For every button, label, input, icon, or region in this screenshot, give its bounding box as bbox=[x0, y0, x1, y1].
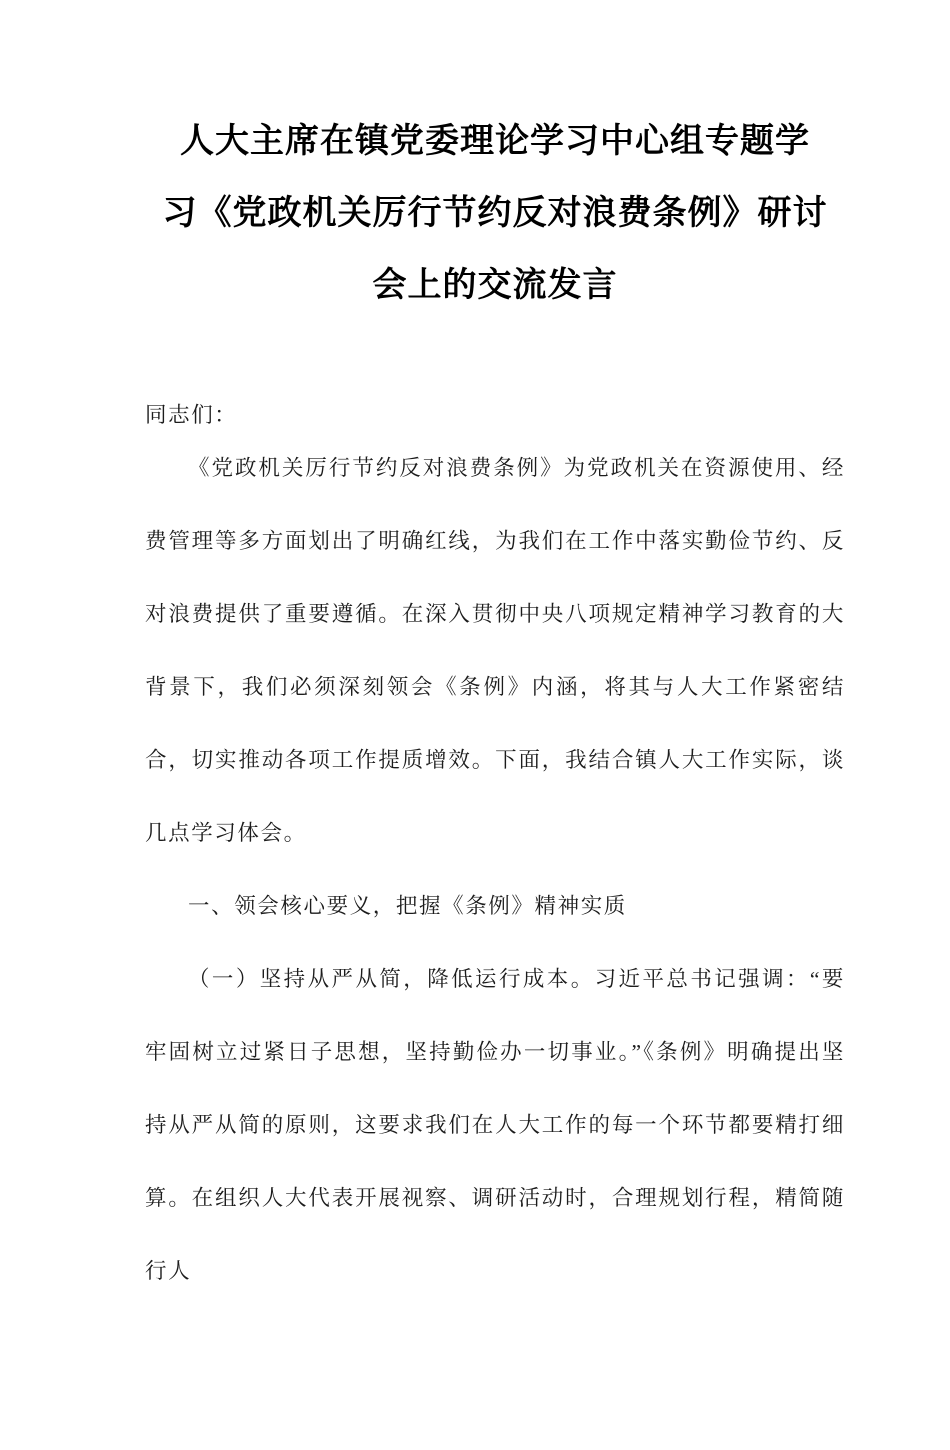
document-title bbox=[145, 106, 845, 322]
title-line-1: 人大主席在镇党委理论学习中心组专题学 bbox=[180, 123, 810, 160]
paragraph-greeting: 同志们： bbox=[145, 403, 238, 427]
title-line-3: 会上的交流发言 bbox=[372, 267, 618, 304]
paragraph-intro: 《党政机关厉行节约反对浪费条例》为党政机关在资源使用、经费管理等多方面划出了明确红线，为我们在工作中落实勤俭节约、反对浪费提供了重要遵循。在深入贯彻中央八项规定精神学习教育的大背景下，我们必须深刻领会《条例》内涵，将其与人大工作紧密结合，切实推动各项工作提质增效。下面，我结合镇人大工作实际，谈几点学习体会。 bbox=[145, 456, 845, 845]
paragraph-point-one: （一）坚持从严从简，降低运行成本。习近平总书记强调：“要牢固树立过紧日子思想，坚持勤俭办一切事业。”《条例》明确提出坚持从严从简的原则，这要求我们在人大工作的每一个环节都要精打细算。在组织人大代表开展视察、调研活动时，合理规划行程，精简随行人 bbox=[145, 967, 845, 1283]
document-body bbox=[145, 379, 845, 1308]
paragraph-section-heading: 一、领会核心要义，把握《条例》精神实质 bbox=[188, 894, 627, 918]
document-page bbox=[145, 106, 845, 1308]
title-line-2: 习《党政机关厉行节约反对浪费条例》研讨 bbox=[162, 195, 828, 232]
